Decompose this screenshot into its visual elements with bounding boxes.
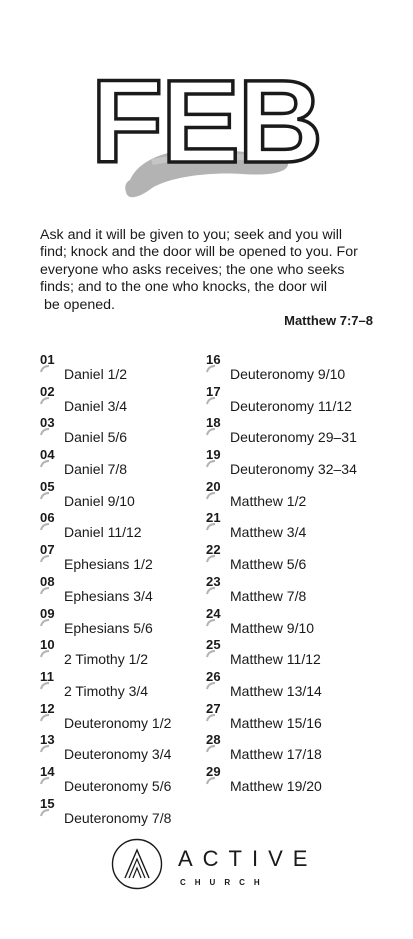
brush-tick-icon (40, 555, 50, 563)
brush-tick-icon (206, 460, 216, 468)
month-title (0, 52, 413, 177)
reading-item (206, 352, 396, 384)
brush-tick-icon (40, 460, 50, 468)
reading-day: 08 (40, 573, 55, 589)
reading-passage: Deuteronomy 9/10 (230, 366, 346, 382)
reading-item (40, 447, 230, 479)
brush-tick-icon (206, 650, 216, 658)
reading-item (40, 732, 230, 764)
brush-tick-icon (206, 397, 216, 405)
reading-passage: Matthew 1/2 (230, 492, 307, 509)
verse-line: Ask and it will be given to you; seek and you will (40, 227, 343, 243)
brush-tick-icon (206, 523, 216, 531)
reading-passage: Matthew 17/18 (230, 746, 322, 763)
reading-passage: Daniel 7/8 (64, 461, 128, 478)
reading-item (206, 606, 396, 638)
brush-tick-icon (206, 619, 216, 627)
reading-passage: Daniel 3/4 (64, 397, 128, 414)
brush-tick-icon (40, 365, 50, 373)
reading-item (206, 574, 396, 606)
reading-passage: Matthew 7/8 (230, 587, 307, 604)
reading-day: 23 (206, 573, 221, 589)
reading-passage: Ephesians 5/6 (64, 619, 153, 636)
reading-day: 09 (40, 605, 55, 621)
reading-day: 29 (206, 763, 221, 779)
brand-subtitle: CHURCH (180, 878, 269, 887)
reading-passage: Daniel 1/2 (64, 366, 128, 382)
reading-item (206, 542, 396, 574)
reading-item (206, 479, 396, 511)
brush-tick-icon (206, 555, 216, 563)
month-title-text: FEB (91, 56, 321, 177)
reading-day: 02 (40, 383, 55, 399)
reading-day: 01 (40, 352, 55, 367)
reading-passage: 2 Timothy 1/2 (64, 651, 149, 668)
reading-day: 03 (40, 415, 55, 431)
reading-item (206, 637, 396, 669)
brush-tick-icon (40, 523, 50, 531)
brush-tick-icon (206, 777, 216, 785)
reading-item (40, 637, 230, 669)
reading-day: 18 (206, 415, 221, 431)
readings-column-right (206, 352, 396, 796)
reading-day: 07 (40, 542, 55, 558)
brush-tick-icon (206, 587, 216, 595)
church-logo-icon (111, 838, 163, 890)
reading-day: 28 (206, 732, 221, 748)
verse-text (40, 227, 374, 314)
reading-day: 04 (40, 447, 55, 463)
readings-column-left (40, 352, 230, 827)
reading-item (40, 701, 230, 733)
verse-reference: Matthew 7:7–8 (284, 313, 373, 328)
brush-tick-icon (40, 682, 50, 690)
reading-day: 14 (40, 763, 55, 779)
reading-item (40, 479, 230, 511)
brush-tick-icon (40, 428, 50, 436)
reading-item (206, 384, 396, 416)
verse-line: find; knock and the door will be opened to you. For (40, 244, 358, 261)
reading-item (40, 669, 230, 701)
reading-item (40, 606, 230, 638)
brush-tick-icon (206, 682, 216, 690)
reading-day: 13 (40, 732, 55, 748)
reading-item (206, 669, 396, 701)
reading-item (40, 384, 230, 416)
reading-passage: Matthew 19/20 (230, 777, 322, 794)
reading-day: 24 (206, 605, 221, 621)
reading-day: 10 (40, 637, 55, 653)
reading-day: 22 (206, 542, 221, 558)
brush-tick-icon (40, 397, 50, 405)
brush-tick-icon (206, 492, 216, 500)
reading-day: 20 (206, 478, 221, 494)
reading-passage: Matthew 5/6 (230, 556, 307, 573)
brush-tick-icon (40, 745, 50, 753)
brush-tick-icon (40, 492, 50, 500)
reading-day: 17 (206, 383, 221, 399)
reading-passage: Ephesians 3/4 (64, 587, 153, 604)
reading-passage: Matthew 3/4 (230, 524, 307, 541)
brand-name: ACTIVE (178, 846, 318, 871)
reading-passage: Deuteronomy 32–34 (230, 461, 357, 478)
reading-passage: Matthew 11/12 (230, 651, 321, 668)
brush-tick-icon (206, 745, 216, 753)
verse-line: finds; and to the one who knocks, the door wil (40, 279, 328, 296)
reading-item (206, 415, 396, 447)
reading-passage: Deuteronomy 7/8 (64, 809, 172, 826)
reading-passage: Matthew 13/14 (230, 682, 322, 699)
reading-passage: Deuteronomy 5/6 (64, 777, 172, 794)
reading-day: 26 (206, 668, 221, 684)
reading-item (206, 764, 396, 796)
reading-day: 15 (40, 795, 55, 811)
reading-day: 05 (40, 478, 55, 494)
brush-tick-icon (206, 365, 216, 373)
reading-passage: 2 Timothy 3/4 (64, 682, 149, 699)
reading-item (40, 542, 230, 574)
reading-item (206, 701, 396, 733)
reading-day: 12 (40, 700, 55, 716)
reading-item (40, 352, 230, 384)
reading-passage: Ephesians 1/2 (64, 556, 153, 573)
reading-passage: Deuteronomy 11/12 (230, 397, 352, 414)
reading-item (40, 764, 230, 796)
reading-item (206, 510, 396, 542)
brush-tick-icon (206, 714, 216, 722)
reading-day: 27 (206, 700, 221, 716)
reading-passage: Matthew 15/16 (230, 714, 322, 731)
reading-passage: Daniel 9/10 (64, 492, 135, 509)
reading-item (40, 574, 230, 606)
reading-item (206, 447, 396, 479)
brush-tick-icon (40, 587, 50, 595)
brush-tick-icon (40, 809, 50, 817)
reading-passage: Matthew 9/10 (230, 619, 315, 636)
verse-line: everyone who asks receives; the one who seeks (40, 261, 345, 278)
reading-day: 21 (206, 510, 221, 526)
reading-passage: Deuteronomy 29–31 (230, 429, 357, 446)
reading-item (40, 510, 230, 542)
reading-passage: Deuteronomy 1/2 (64, 714, 172, 731)
brush-tick-icon (40, 714, 50, 722)
reading-day: 25 (206, 637, 221, 653)
brush-tick-icon (40, 650, 50, 658)
reading-item (40, 796, 230, 828)
reading-passage: Daniel 11/12 (64, 524, 142, 541)
reading-day: 16 (206, 352, 221, 367)
brush-tick-icon (40, 619, 50, 627)
reading-day: 06 (40, 510, 55, 526)
reading-item (206, 732, 396, 764)
reading-passage: Daniel 5/6 (64, 429, 128, 446)
reading-item (40, 415, 230, 447)
brush-tick-icon (40, 777, 50, 785)
reading-day: 19 (206, 447, 221, 463)
brush-tick-icon (206, 428, 216, 436)
reading-passage: Deuteronomy 3/4 (64, 746, 172, 763)
reading-day: 11 (40, 668, 55, 684)
verse-line: be opened. (40, 296, 115, 313)
